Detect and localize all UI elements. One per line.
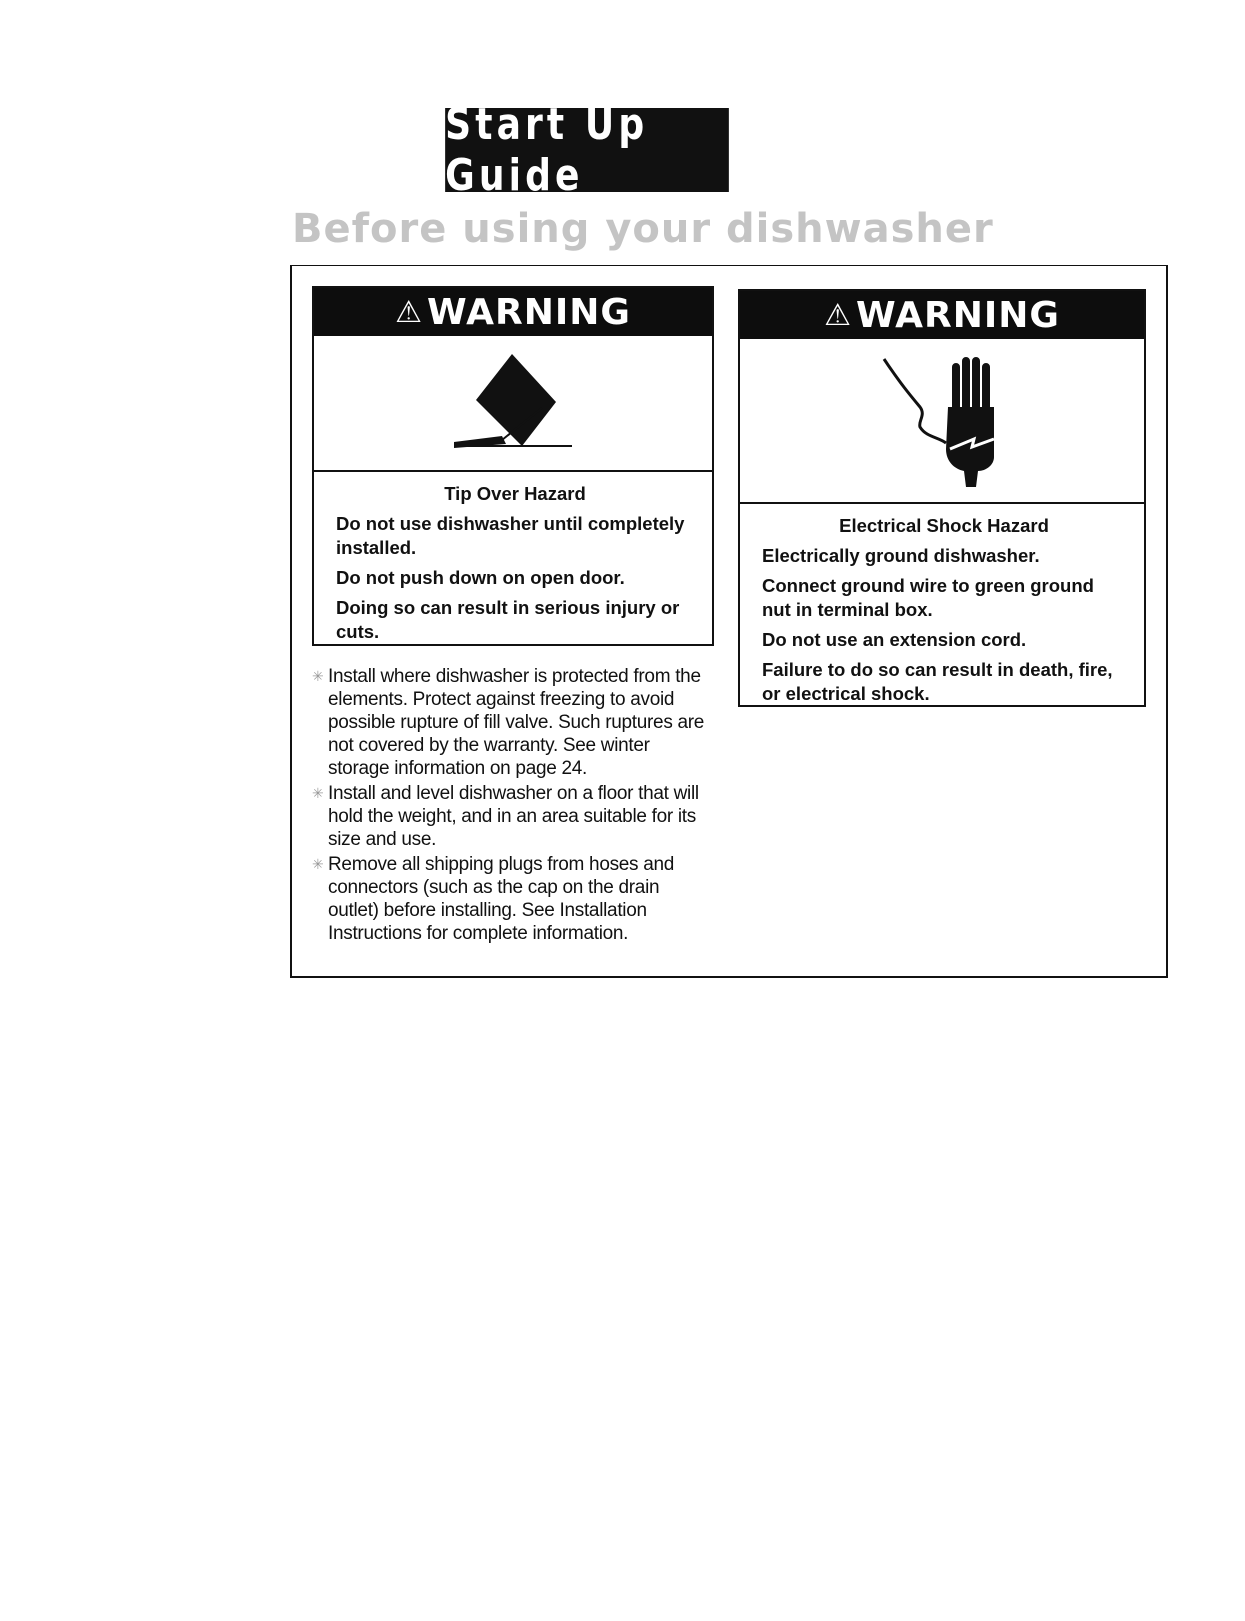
warning-line: Failure to do so can result in death, fire, or electrical shock. <box>762 659 1113 704</box>
warning-label: WARNING <box>856 294 1060 336</box>
warning-line: Do not use dishwasher until completely installed. <box>336 513 685 558</box>
warning-triangle-icon: ⚠ <box>395 294 424 330</box>
electrical-warning <box>738 289 1146 707</box>
bullet-icon: ✳ <box>312 668 324 684</box>
bullet-icon: ✳ <box>312 856 324 872</box>
page-banner: Start Up Guide <box>445 108 729 192</box>
bullet-text: Install where dishwasher is protected from the elements. Protect against freezing to avoid possible rupture of fill valve. Such ruptures are not covered by the warranty. See winter storage information on page 24. <box>328 666 705 779</box>
list-item <box>312 665 712 780</box>
hazard-title: Tip Over Hazard <box>444 483 586 504</box>
warning-header <box>314 288 712 336</box>
warning-line: Doing so can result in serious injury or cuts. <box>336 597 680 642</box>
hazard-title: Electrical Shock Hazard <box>839 515 1049 536</box>
electrical-shock-icon-svg <box>740 339 1144 502</box>
tip-over-icon <box>314 336 712 472</box>
warning-triangle-icon: ⚠ <box>824 297 853 333</box>
bullet-icon: ✳ <box>312 785 324 801</box>
install-bullets <box>312 665 712 947</box>
list-item <box>312 782 712 851</box>
warning-line: Connect ground wire to green ground nut in terminal box. <box>762 575 1094 620</box>
bullet-text: Install and level dishwasher on a floor that will hold the weight, and in an area suitable for its size and use. <box>328 783 699 850</box>
warning-line: Electrically ground dishwasher. <box>762 545 1040 566</box>
section-title: Before using your dishwasher <box>292 206 994 252</box>
bullet-text: Remove all shipping plugs from hoses and connectors (such as the cap on the drain outlet) before installing. See Installation Instructions for complete information. <box>328 854 675 944</box>
tip-over-warning <box>312 286 714 646</box>
electrical-shock-icon <box>740 339 1144 504</box>
warning-line: Do not use an extension cord. <box>762 629 1027 650</box>
warning-header <box>740 291 1144 339</box>
warning-label: WARNING <box>427 291 631 333</box>
tip-over-icon-svg <box>314 336 712 470</box>
list-item <box>312 853 712 945</box>
warning-line: Do not push down on open door. <box>336 567 625 588</box>
